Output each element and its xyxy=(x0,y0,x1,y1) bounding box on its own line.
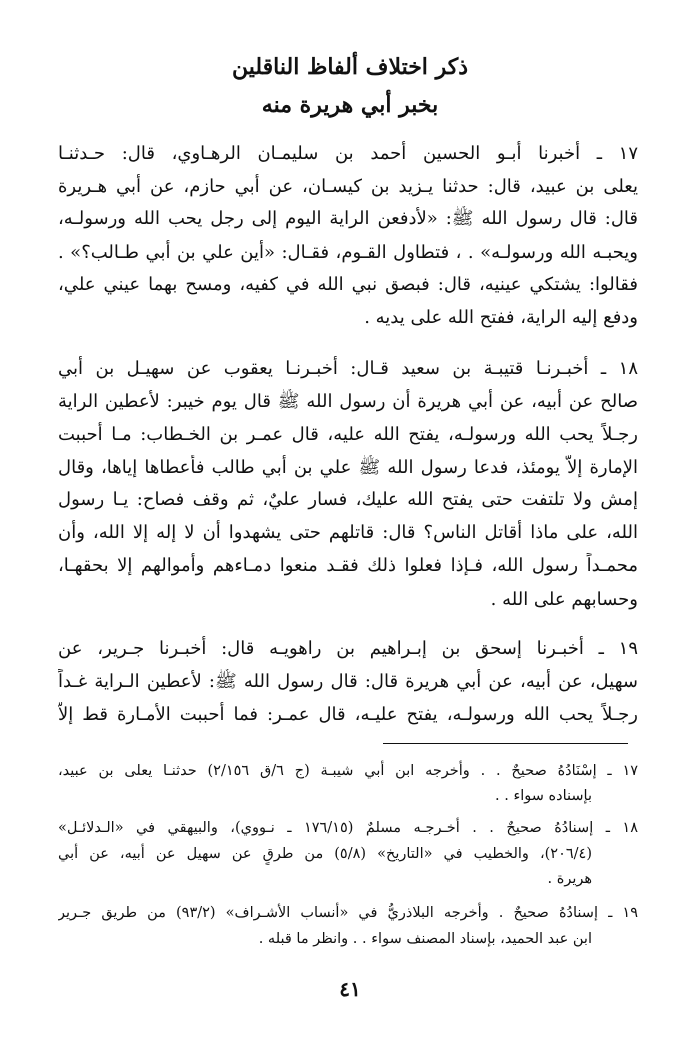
body-line: الله، على ماذا أقاتل الناس؟ قال: قاتلهم حتى يشهدوا أن لا إله إلا الله، وأن xyxy=(58,522,638,543)
footnote-line: هريرة . xyxy=(547,871,592,887)
body-line: ودفع إليه الراية، ففتح الله على يديه . xyxy=(364,307,638,328)
footnote-line: (٢٠٦/٤)، والخطيب في «التاريخ» (٥/٨) من طرقٍ عن سهيل عن أبيه، عن أبي xyxy=(58,846,592,862)
body-line: ١٧ ـ أخبرنا أبـو الحسين أحمد بن سليمـان الرهـاوي، قال: حـدثنـا xyxy=(58,143,638,164)
body-line: ويحبـه الله ورسولـه» . ، فتطاول القـوم، فقـال: «أين علي بن أبي طـالب؟» . xyxy=(58,242,638,263)
footnote-line: ابن عبد الحميد، بإسناد المصنف سواء . . وانظر ما قبله . xyxy=(258,931,592,947)
footnote-divider xyxy=(383,743,628,744)
body-line: وحسابهم على الله . xyxy=(490,589,638,610)
body-line: ١٩ ـ أخبـرنا إسحق بن إبـراهيم بن راهويـه قال: أخبـرنا جـرير، عن xyxy=(58,638,638,659)
body-line: يعلى بن عبيد، قال: حدثنا يـزيد بن كيسـان، عن أبي حازم، عن أبي هـريرة xyxy=(58,176,638,197)
footnote-line: ١٧ ـ إسْنَادُهُ صحيحٌ . . وأخرجه ابن أبي شيبـة (ج ٦/ق ٢/١٥٦) حدثنـا يعلى بن عبيد، xyxy=(58,763,638,779)
body-line: صالح عن أبيه، عن أبي هريرة أن رسول الله ﷺ قال يوم خيبر: لأعطين الراية xyxy=(58,391,638,412)
body-line: ١٨ ـ أخبـرنـا قتيبـة بن سعيد قـال: أخبـرنـا يعقوب عن سهيـل بن أبي xyxy=(58,358,638,379)
body-line: رجـلاً يحب الله ورسولـه، يفتح الله عليه، قال عمـر بن الخـطاب: مـا أحببت xyxy=(58,424,638,445)
body-line: إمش ولا تلتفت حتى يفتح الله عليك، فسار عليٌ، ثم وقف فصاح: يـا رسول xyxy=(58,489,638,510)
page-title-line1: ذكر اختلاف ألفاظ الناقلين xyxy=(231,54,468,80)
body-line: فقالوا: يشتكي عينيه، قال: فبصق نبي الله في كفيه، ومسح بهما عيني علي، xyxy=(58,274,638,295)
footnote-line: بإسناده سواء . . xyxy=(495,788,592,804)
body-line: سهيل، عن أبيه، عن أبي هريرة قال: قال رسول الله ﷺ: لأعطين الـراية غـداً xyxy=(58,671,638,692)
page-title-line2: بخبر أبي هريرة منه xyxy=(261,92,439,118)
page-number: ٤١ xyxy=(339,977,361,1001)
footnote-line: ١٩ ـ إسنادُهُ صحيحٌ . وأخرجه البلاذريُّ في «أنساب الأشـراف» (٩٣/٢) من طريق جـرير xyxy=(58,905,638,921)
footnote-line: ١٨ ـ إسنادُهُ صحيحٌ . . أخـرجـه مسلمٌ (١٧٦/١٥ ـ نـووي)، والبيهقي في «الـدلائـل» xyxy=(58,820,638,836)
body-line: قال: قال رسول الله ﷺ: «لأدفعن الراية اليوم إلى رجل يحب الله ورسولـه، xyxy=(58,208,638,229)
body-line: محمـداً رسول الله، فـإذا فعلوا ذلك فقـد منعوا دمـاءهم وأموالهم إلا بحقهـا، xyxy=(58,555,638,576)
body-line: الإمارة إلاّ يومئذ، فدعا رسول الله ﷺ علي بن أبي طالب فأعطاها إياها، وقال xyxy=(58,457,638,478)
body-line: رجـلاً يحب الله ورسولـه، يفتح عليـه، قال عمـر: فما أحببت الأمـارة قط إلاّ xyxy=(58,704,638,725)
